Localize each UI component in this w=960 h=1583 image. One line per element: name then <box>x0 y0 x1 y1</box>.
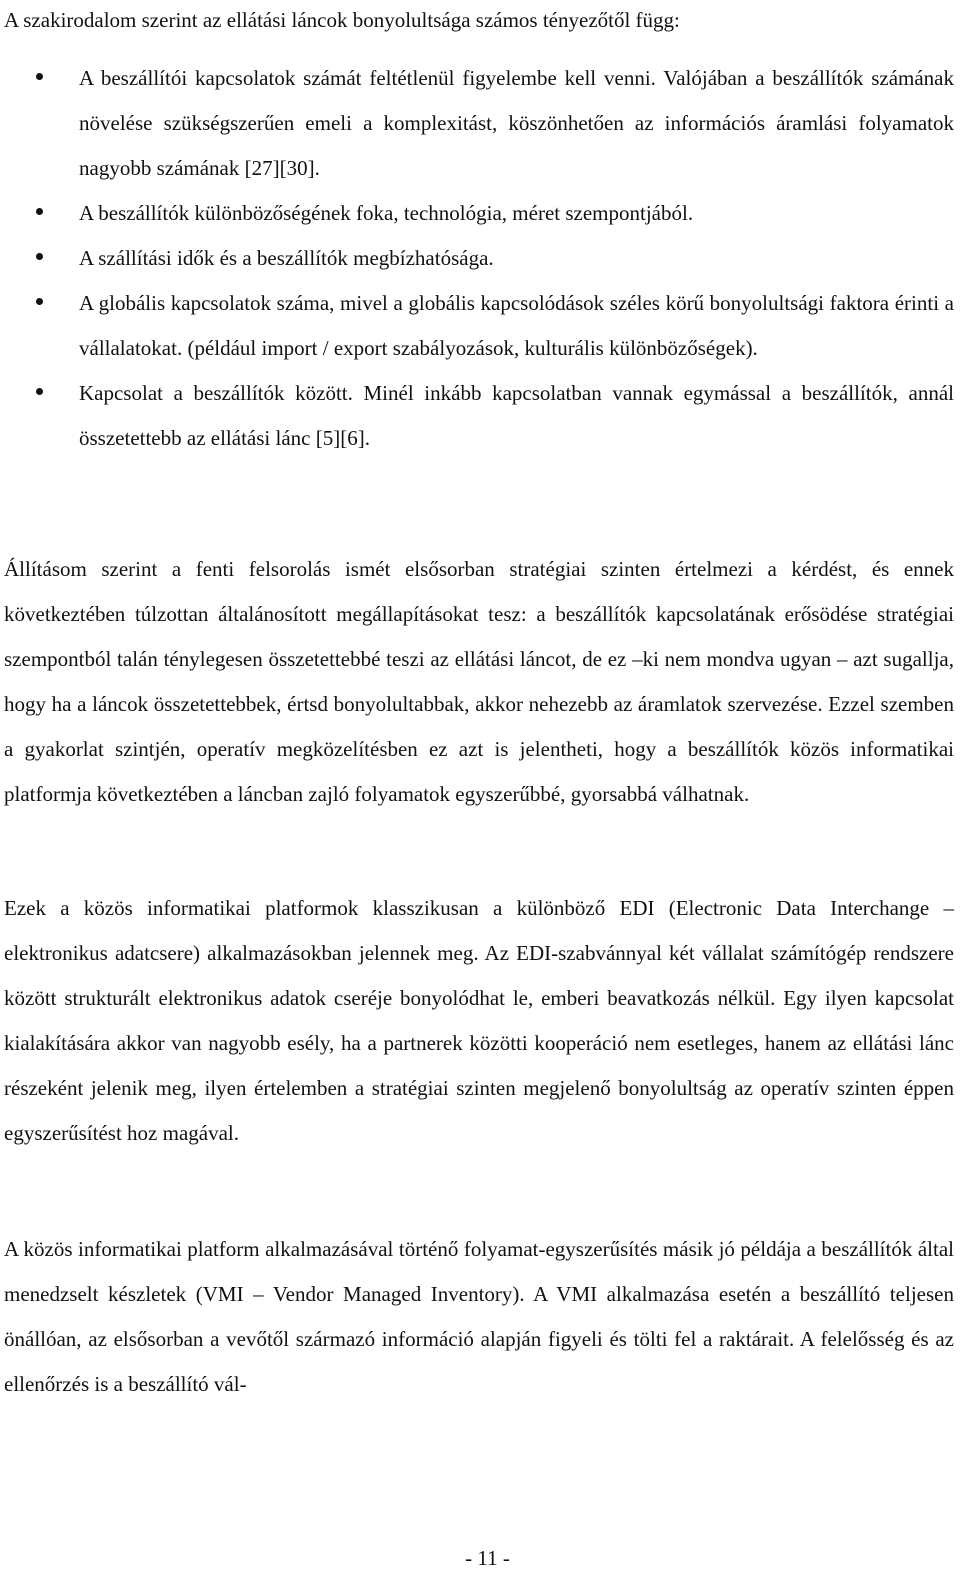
paragraph-edi-platforms: Ezek a közös informatikai platformok klasszikusan a különböző EDI (Electronic Data Interchange – elektronikus adatcsere) alkalmazásokban jelennek meg. Az EDI-szabvánnyal két vállalat számítógép rendszere között strukturált elektronikus adatok cseréje bonyolódhat le, emberi beavatkozás nélkül. Egy ilyen kapcsolat kialakítására akkor van nagyobb esély, ha a partnerek közötti kooperáció nem esetleges, hanem az ellátási lánc részeként jelenik meg, ilyen értelemben a stratégiai szinten megjelenő bonyolultság az operatív szinten éppen egyszerűsítést hoz magával. <box>4 896 954 1145</box>
list-item-text: A globális kapcsolatok száma, mivel a globális kapcsolódások széles körű bonyolultsági faktora érinti a vállalatokat. (például import / export szabályozások, kulturális különbözőségek). <box>79 291 954 360</box>
list-item <box>4 236 954 281</box>
paragraph-vmi: A közös informatikai platform alkalmazásával történő folyamat-egyszerűsítés másik jó példája a beszállítók által menedzselt készletek (VMI – Vendor Managed Inventory). A VMI alkalmazása esetén a beszállító teljesen önállóan, az elsősorban a vevőtől származó információ alapján figyeli és tölti fel a raktárait. A felelősség és az ellenőrzés is a beszállító vál- <box>4 1237 954 1396</box>
bullet-icon <box>36 73 43 80</box>
list-item <box>4 371 954 461</box>
complexity-factors-list <box>4 56 954 461</box>
list-item-text: A beszállítók különbözőségének foka, technológia, méret szempontjából. <box>79 201 694 225</box>
bullet-icon <box>36 208 43 215</box>
list-item-text: A beszállítói kapcsolatok számát feltétlenül figyelembe kell venni. Valójában a beszállítók számának növelése szükségszerűen emeli a komplexitást, köszönhetően az információs áramlási folyamatok nagyobb számának [27][30]. <box>79 66 954 180</box>
bullet-icon <box>36 388 43 395</box>
list-item <box>4 281 954 371</box>
list-item-text: A szállítási idők és a beszállítók megbízhatósága. <box>79 246 494 270</box>
page-number: - 11 - <box>465 1546 510 1570</box>
list-item <box>4 191 954 236</box>
intro-sentence: A szakirodalom szerint az ellátási láncok bonyolultsága számos tényezőtől függ: <box>4 8 680 32</box>
paragraph-strategic-level: Állításom szerint a fenti felsorolás ismét elsősorban stratégiai szinten értelmezi a kérdést, és ennek következtében túlzottan általánosított megállapításokat tesz: a beszállítók kapcsolatának erősödése stratégiai szempontból talán ténylegesen összetettebbé teszi az ellátási láncot, de ez –ki nem mondva ugyan – azt sugallja, hogy ha a láncok összetettebbek, értsd bonyolultabbak, akkor nehezebb az áramlatok szervezése. Ezzel szemben a gyakorlat szintjén, operatív megközelítésben ez azt is jelentheti, hogy a beszállítók közös informatikai platformja következtében a láncban zajló folyamatok egyszerűbbé, gyorsabbá válhatnak. <box>4 557 954 806</box>
bullet-icon <box>36 298 43 305</box>
bullet-icon <box>36 253 43 260</box>
list-item-text: Kapcsolat a beszállítók között. Minél inkább kapcsolatban vannak egymással a beszállítók, annál összetettebb az ellátási lánc [5][6]. <box>79 381 954 450</box>
list-item <box>4 56 954 191</box>
